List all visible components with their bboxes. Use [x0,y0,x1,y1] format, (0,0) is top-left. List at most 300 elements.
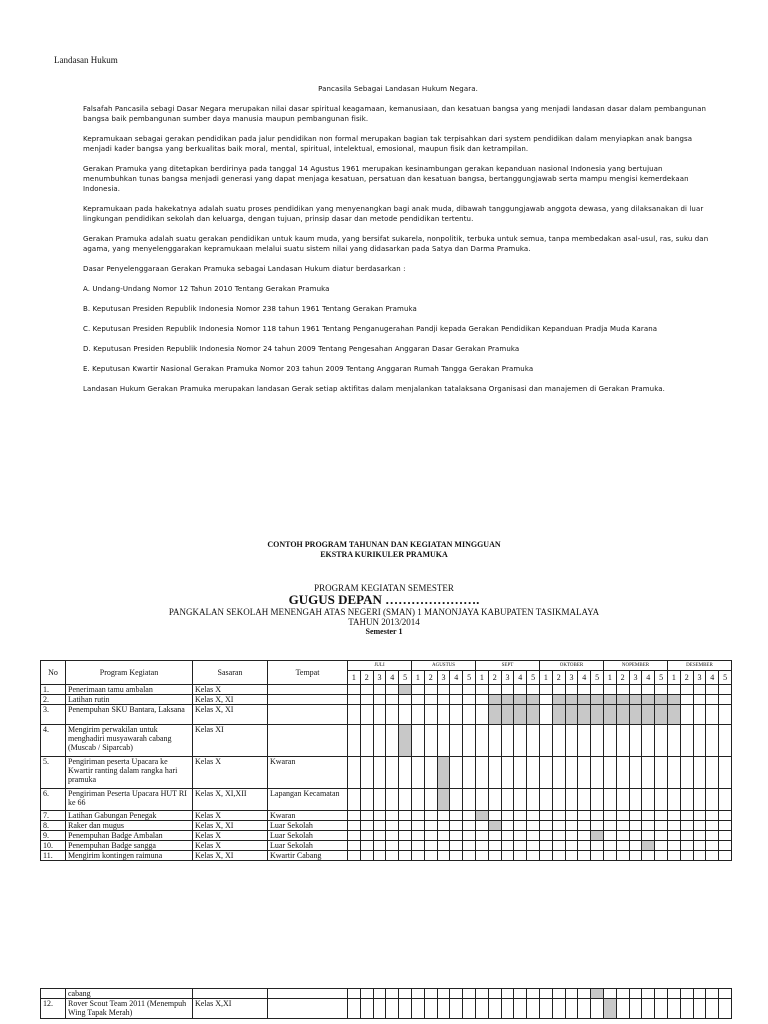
row-number: 10. [41,841,66,851]
week-cell [706,989,719,999]
week-header: 2 [616,671,629,685]
week-cell [412,841,425,851]
paragraph: Gerakan Pramuka adalah suatu gerakan pendidikan untuk kaum muda, yang bersifat sukarela, nonpolitik, terbuka untuk semua, tanpa membedakan asal-usul, ras, suku dan agama, yang menyelenggarakan kepramukaan melalui suatu sistem nilai yang didasarkan pada Satya dan Darma Pramuka. [83,235,709,253]
tempat-cell: Kwaran [268,757,348,789]
row-number: 1. [41,685,66,695]
week-cell [476,789,489,811]
week-cell [463,725,476,757]
week-cell [552,999,565,1019]
week-cell [450,999,463,1019]
header-label: Landasan Hukum [54,55,118,65]
program-cell: Mengirim perwakilan untuk menghadiri musyawarah cabang (Muscab / Siparcab) [66,725,193,757]
week-cell [719,831,732,841]
week-cell [565,821,578,831]
week-cell [348,821,361,831]
week-cell [693,811,706,821]
week-cell [424,841,437,851]
week-cell [706,811,719,821]
gugus-depan-title: GUGUS DEPAN …………………. [288,592,480,607]
week-cell [412,789,425,811]
week-cell [476,831,489,841]
week-cell [437,811,450,821]
scheduled-week-cell [655,695,668,705]
week-cell [360,999,373,1019]
week-cell [642,999,655,1019]
scheduled-week-cell [399,685,412,695]
week-cell [719,789,732,811]
week-cell [424,989,437,999]
week-cell [373,841,386,851]
scheduled-week-cell [527,705,540,725]
scheduled-week-cell [642,695,655,705]
week-cell [488,999,501,1019]
week-cell [399,757,412,789]
week-cell [488,989,501,999]
program-cell: Raker dan mugus [66,821,193,831]
week-cell [706,851,719,861]
week-cell [706,841,719,851]
week-cell [437,695,450,705]
week-cell [475,999,488,1019]
scheduled-week-cell [488,695,501,705]
week-cell [411,989,424,999]
tempat-cell: Luar Sekolah [268,841,348,851]
week-cell [450,989,463,999]
week-cell [552,685,565,695]
week-cell [412,725,425,757]
week-cell [348,811,361,821]
week-cell [373,989,386,999]
week-cell [450,695,463,705]
scheduled-week-cell [616,695,629,705]
scheduled-week-cell [642,841,655,851]
week-cell [552,821,565,831]
tempat-cell [268,695,348,705]
scheduled-week-cell [629,695,642,705]
week-cell [373,811,386,821]
week-cell [360,811,373,821]
tempat-cell: Kwartir Cabang [268,851,348,861]
week-header: 4 [386,671,399,685]
table-row [41,989,732,999]
week-cell [680,685,693,695]
list-item: A. Undang-Undang Nomor 12 Tahun 2010 Tentang Gerakan Pramuka [83,285,330,293]
week-cell [591,685,604,695]
week-cell [642,851,655,861]
week-header: 4 [642,671,655,685]
week-cell [450,705,463,725]
month-header: NOPEMBER [603,661,667,671]
week-cell [348,989,361,999]
week-cell [424,811,437,821]
week-cell [719,841,732,851]
week-cell [463,999,476,1019]
week-cell [693,789,706,811]
week-cell [527,831,540,841]
week-cell [424,757,437,789]
week-cell [463,789,476,811]
week-cell [360,851,373,861]
week-cell [642,831,655,841]
week-cell [693,851,706,861]
row-number [41,989,66,999]
week-cell [450,831,463,841]
week-cell [642,789,655,811]
legal-basis-section [83,84,713,404]
week-cell [450,841,463,851]
semester-label: Semester 1 [365,627,403,636]
week-cell [514,757,527,789]
list-item: E. Keputusan Kwartir Nasional Gerakan Pramuka Nomor 203 tahun 2009 Tentang Anggaran Rumah Tangga Gerakan Pramuka [83,365,534,373]
table-row [41,831,732,841]
week-header: 2 [680,671,693,685]
week-cell [616,811,629,821]
week-cell [348,695,361,705]
week-cell [629,685,642,695]
row-number: 11. [41,851,66,861]
week-cell [514,989,527,999]
week-cell [719,811,732,821]
week-cell [540,831,553,841]
week-cell [591,851,604,861]
week-cell [667,989,680,999]
week-cell [540,757,553,789]
table-row [41,841,732,851]
week-cell [693,695,706,705]
program-cell: Rover Scout Team 2011 (Menempuh Wing Tapak Merah) [66,999,193,1019]
week-cell [591,811,604,821]
week-cell [527,821,540,831]
week-cell [348,841,361,851]
sasaran-cell: Kelas X, XI [193,695,268,705]
week-cell [373,831,386,841]
week-cell [437,999,450,1019]
week-cell [424,789,437,811]
week-cell [450,851,463,861]
scheduled-week-cell [501,705,514,725]
program-cell: Latihan Gabungan Penegak [66,811,193,821]
week-cell [655,841,668,851]
week-cell [501,811,514,821]
week-cell [348,685,361,695]
week-cell [488,685,501,695]
week-cell [629,811,642,821]
week-cell [578,725,591,757]
week-cell [680,999,693,1019]
week-cell [488,789,501,811]
week-cell [603,841,616,851]
week-cell [424,821,437,831]
tempat-cell: Lapangan Kecamatan [268,789,348,811]
week-cell [680,831,693,841]
scheduled-week-cell [603,999,616,1019]
scheduled-week-cell [603,695,616,705]
week-cell [693,757,706,789]
week-cell [399,989,412,999]
week-cell [680,789,693,811]
schedule-table-continued [40,988,732,1019]
scheduled-week-cell [437,789,450,811]
week-cell [578,757,591,789]
week-cell [360,695,373,705]
week-header: 1 [603,671,616,685]
week-cell [668,685,681,695]
week-cell [360,757,373,789]
week-cell [386,831,399,841]
week-cell [629,725,642,757]
week-header: 3 [501,671,514,685]
week-cell [629,989,642,999]
week-header: 3 [373,671,386,685]
week-cell [706,705,719,725]
week-cell [578,821,591,831]
week-cell [360,789,373,811]
week-cell [603,831,616,841]
row-number: 8. [41,821,66,831]
paragraph: Falsafah Pancasila sebagi Dasar Negara merupakan nilai dasar spiritual keagamaan, kemanusiaan, dan kesatuan bangsa yang menjadi landasan dasar dalam pembangunan bangsa baik pembangunan sumber daya manusia maupun pembangunan fisik. [83,105,707,123]
week-cell [437,831,450,841]
week-cell [591,757,604,789]
week-cell [693,989,706,999]
school-name: PANGKALAN SEKOLAH MENENGAH ATAS NEGERI (SMAN) 1 MANONJAYA KABUPATEN TASIKMALAYA [168,607,600,617]
scheduled-week-cell [591,989,604,999]
week-cell [655,989,668,999]
week-cell [693,705,706,725]
program-cell: cabang [66,989,193,999]
week-header: 4 [578,671,591,685]
week-cell [578,989,591,999]
week-header: 2 [552,671,565,685]
week-cell [386,757,399,789]
week-cell [373,757,386,789]
week-cell [565,725,578,757]
week-cell [476,841,489,851]
week-cell [719,999,732,1019]
list-item: C. Keputusan Presiden Republik Indonesia Nomor 118 tahun 1961 Tentang Penganugerahan Pandji kepada Gerakan Pendidikan Kepanduan Pradja Muda Karana [83,325,658,333]
table-row [41,705,732,725]
week-cell [540,695,553,705]
scheduled-week-cell [642,705,655,725]
row-number: 3. [41,705,66,725]
week-cell [667,999,680,1019]
week-cell [412,695,425,705]
scheduled-week-cell [476,811,489,821]
week-cell [655,725,668,757]
week-header: 1 [476,671,489,685]
week-cell [527,757,540,789]
scheduled-week-cell [668,695,681,705]
row-number: 7. [41,811,66,821]
week-header: 5 [463,671,476,685]
week-cell [463,695,476,705]
week-header: 3 [693,671,706,685]
week-cell [514,821,527,831]
week-cell [642,725,655,757]
week-cell [552,811,565,821]
week-cell [642,811,655,821]
week-cell [527,789,540,811]
week-cell [501,725,514,757]
scheduled-week-cell [591,695,604,705]
week-cell [693,685,706,695]
week-cell [348,831,361,841]
week-cell [719,757,732,789]
week-cell [386,695,399,705]
week-cell [539,989,552,999]
week-cell [540,811,553,821]
week-cell [360,989,373,999]
sasaran-cell: Kelas XI [193,725,268,757]
week-cell [629,831,642,841]
week-cell [603,989,616,999]
week-cell [565,789,578,811]
week-cell [399,821,412,831]
week-cell [450,821,463,831]
week-cell [540,851,553,861]
week-cell [565,999,578,1019]
week-cell [668,831,681,841]
table-row [41,695,732,705]
week-cell [603,757,616,789]
sasaran-cell: Kelas X, XI [193,821,268,831]
week-cell [642,821,655,831]
schedule-table [40,660,732,861]
row-number: 6. [41,789,66,811]
week-cell [540,725,553,757]
week-cell [540,841,553,851]
tempat-cell: Luar Sekolah [268,821,348,831]
week-cell [399,695,412,705]
week-cell [706,999,719,1019]
week-cell [706,757,719,789]
paragraph: Dasar Penyelenggaraan Gerakan Pramuka sebagai Landasan Hukum diatur berdasarkan : [83,265,406,273]
month-header: AGUSTUS [412,661,476,671]
week-cell [616,831,629,841]
week-cell [591,999,604,1019]
week-cell [437,821,450,831]
week-cell [501,999,514,1019]
week-cell [629,789,642,811]
week-cell [578,841,591,851]
week-cell [539,999,552,1019]
tempat-cell [268,989,348,999]
section-title: Pancasila Sebagai Landasan Hukum Negara. [318,85,478,93]
school-year: TAHUN 2013/2014 [348,617,420,627]
sasaran-cell: Kelas X [193,685,268,695]
sasaran-cell: Kelas X, XI [193,851,268,861]
table-row [41,999,732,1019]
week-cell [501,989,514,999]
week-cell [424,695,437,705]
week-cell [655,999,668,1019]
week-header: 4 [514,671,527,685]
scheduled-week-cell [527,695,540,705]
week-cell [668,811,681,821]
week-cell [578,851,591,861]
week-cell [373,725,386,757]
week-cell [655,811,668,821]
week-cell [642,685,655,695]
week-cell [514,789,527,811]
week-header: 5 [591,671,604,685]
week-cell [386,705,399,725]
week-cell [386,685,399,695]
week-cell [412,685,425,695]
week-cell [527,999,540,1019]
week-cell [578,811,591,821]
week-cell [616,999,629,1019]
column-header-tempat: Tempat [268,661,348,685]
week-cell [706,789,719,811]
week-cell [450,811,463,821]
sasaran-cell [193,989,268,999]
week-header: 5 [527,671,540,685]
sasaran-cell: Kelas X [193,841,268,851]
paragraph: Landasan Hukum Gerakan Pramuka merupakan landasan Gerak setiap aktifitas dalam menjalankan tatalaksana Organisasi dan manajemen di Gerakan Pramuka. [83,385,665,393]
week-cell [578,831,591,841]
week-cell [501,841,514,851]
week-cell [463,989,476,999]
week-cell [693,831,706,841]
week-cell [450,757,463,789]
week-cell [463,831,476,841]
week-cell [706,821,719,831]
week-cell [565,989,578,999]
scheduled-week-cell [578,695,591,705]
week-cell [578,789,591,811]
week-cell [668,789,681,811]
week-cell [424,685,437,695]
week-cell [476,685,489,695]
week-cell [706,831,719,841]
week-cell [399,789,412,811]
week-header: 5 [399,671,412,685]
week-cell [488,851,501,861]
week-cell [565,811,578,821]
week-cell [616,821,629,831]
week-cell [399,841,412,851]
week-cell [655,851,668,861]
scheduled-week-cell [514,695,527,705]
week-cell [552,831,565,841]
week-cell [476,757,489,789]
week-cell [527,811,540,821]
week-cell [719,705,732,725]
table-row [41,685,732,695]
week-header: 1 [348,671,361,685]
week-cell [680,989,693,999]
tempat-cell [268,999,348,1019]
week-cell [655,685,668,695]
week-cell [616,989,629,999]
week-cell [680,757,693,789]
week-cell [373,999,386,1019]
table-row [41,811,732,821]
sasaran-cell: Kelas X [193,831,268,841]
week-cell [514,811,527,821]
week-cell [719,821,732,831]
week-header: 1 [668,671,681,685]
week-header: 4 [706,671,719,685]
week-cell [514,841,527,851]
month-header: SEPT [476,661,540,671]
week-header: 3 [629,671,642,685]
week-cell [668,851,681,861]
week-cell [360,725,373,757]
week-cell [527,989,540,999]
week-cell [629,821,642,831]
week-cell [476,725,489,757]
